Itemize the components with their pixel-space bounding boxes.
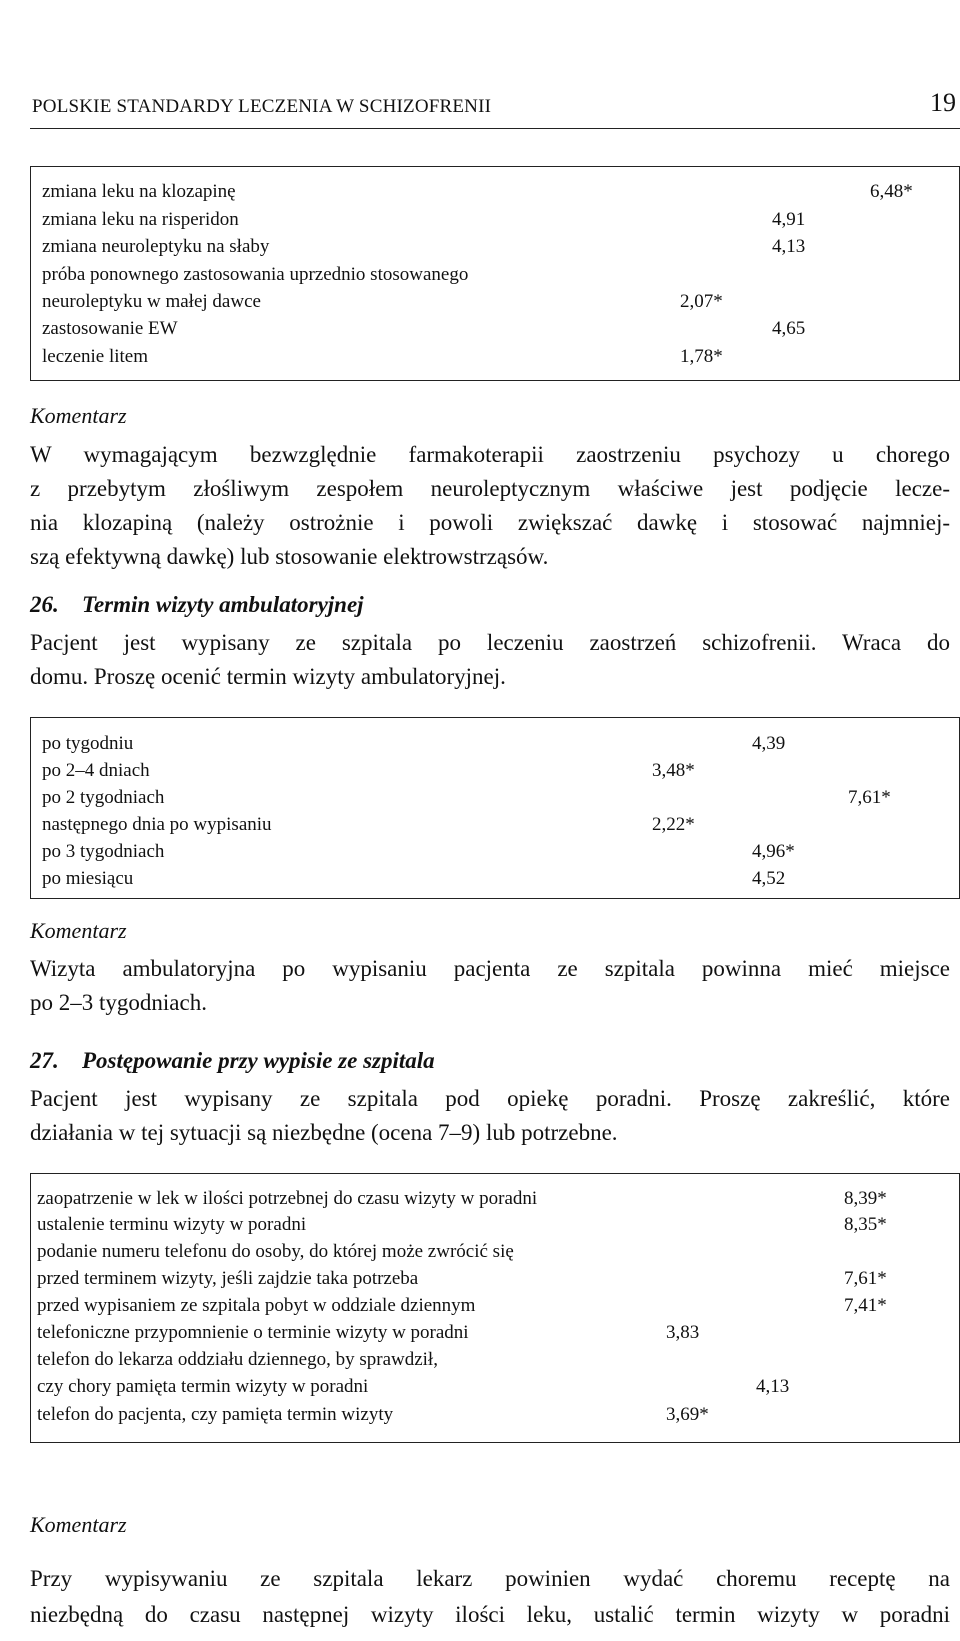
table-row-label: przed wypisaniem ze szpitala pobyt w oddziale dziennym xyxy=(37,1295,476,1316)
table-row-value: 4,91 xyxy=(772,209,806,230)
table-row-value: 4,52 xyxy=(752,868,786,889)
header-rule xyxy=(30,128,960,129)
comment-heading: Komentarz xyxy=(30,918,127,943)
comment-line: Wizyta ambulatoryjna po wypisaniu pacjenta ze szpitala powinna mieć miejsce xyxy=(30,956,950,981)
table-row-label: telefon do lekarza oddziału dziennego, by sprawdził, xyxy=(37,1349,438,1370)
table-row-label: po miesiącu xyxy=(42,868,134,889)
comment-heading: Komentarz xyxy=(30,1512,127,1537)
comment-line: z przebytym złośliwym zespołem neuroleptycznym właściwe jest podjęcie lecze- xyxy=(30,476,950,501)
section-line: domu. Proszę ocenić termin wizyty ambulatoryjnej. xyxy=(30,664,506,689)
table-row-label: ustalenie terminu wizyty w poradni xyxy=(37,1214,307,1235)
comment-line: szą efektywną dawkę) lub stosowanie elektrowstrząsów. xyxy=(30,544,549,569)
table-row-label: telefon do pacjenta, czy pamięta termin wizyty xyxy=(37,1404,394,1425)
comment-line: W wymagającym bezwzględnie farmakoterapii zaostrzeniu psychozy u chorego xyxy=(30,442,950,467)
section-number: 26. xyxy=(30,592,59,617)
table-row-value: 4,96* xyxy=(752,841,795,862)
table-row-label: zmiana leku na risperidon xyxy=(42,209,239,230)
table-row-label: po 2–4 dniach xyxy=(42,760,150,781)
table-row-value: 3,83 xyxy=(666,1322,700,1343)
table-row-value: 6,48* xyxy=(870,181,913,202)
comment-line: po 2–3 tygodniach. xyxy=(30,990,207,1015)
table-row-value: 2,22* xyxy=(652,814,695,835)
table-row-value: 7,41* xyxy=(844,1295,887,1316)
table-row-value: 2,07* xyxy=(680,291,723,312)
comment-line: Przy wypisywaniu ze szpitala lekarz powinien wydać choremu receptę na xyxy=(30,1566,950,1591)
table-row-value: 3,48* xyxy=(652,760,695,781)
table-row-label: zaopatrzenie w lek w ilości potrzebnej do czasu wizyty w poradni xyxy=(37,1188,538,1209)
table-row-value: 3,69* xyxy=(666,1404,709,1425)
table-row-label: po tygodniu xyxy=(42,733,134,754)
table-row-label: telefoniczne przypomnienie o terminie wizyty w poradni xyxy=(37,1322,469,1343)
running-header: POLSKIE STANDARDY LECZENIA W SCHIZOFRENII xyxy=(32,96,492,117)
table-row-label: neuroleptyku w małej dawce xyxy=(42,291,261,312)
table-row-label: próba ponownego zastosowania uprzednio stosowanego xyxy=(42,264,469,285)
section-line: Pacjent jest wypisany ze szpitala po leczeniu zaostrzeń schizofrenii. Wraca do xyxy=(30,630,950,655)
table-row-value: 7,61* xyxy=(848,787,891,808)
table-row-label: zastosowanie EW xyxy=(42,318,178,339)
table-row-label: podanie numeru telefonu do osoby, do której może zwrócić się xyxy=(37,1241,514,1262)
table-row-label: przed terminem wizyty, jeśli zajdzie taka potrzeba xyxy=(37,1268,419,1289)
table-row-value: 4,39 xyxy=(752,733,786,754)
table-row-label: po 2 tygodniach xyxy=(42,787,165,808)
table-row-value: 4,13 xyxy=(756,1376,790,1397)
table-row-label: po 3 tygodniach xyxy=(42,841,165,862)
section-line: działania w tej sytuacji są niezbędne (ocena 7–9) lub potrzebne. xyxy=(30,1120,618,1145)
page-number: 19 xyxy=(930,88,956,117)
table-row-label: leczenie litem xyxy=(42,346,149,367)
table-row-label: zmiana leku na klozapinę xyxy=(42,181,236,202)
table-row-value: 4,13 xyxy=(772,236,806,257)
section-title: Postępowanie przy wypisie ze szpitala xyxy=(82,1048,435,1073)
comment-line: niezbędną do czasu następnej wizyty ilości leku, ustalić termin wizyty w poradni xyxy=(30,1602,950,1627)
comment-line: nia klozapiną (należy ostrożnie i powoli zwiększać dawkę i stosować najmniej- xyxy=(30,510,950,535)
section-title: Termin wizyty ambulatoryjnej xyxy=(82,592,364,617)
table-row-label: zmiana neuroleptyku na słaby xyxy=(42,236,270,257)
table-row-value: 7,61* xyxy=(844,1268,887,1289)
comment-heading: Komentarz xyxy=(30,403,127,428)
table-row-label: czy chory pamięta termin wizyty w poradni xyxy=(37,1376,369,1397)
table-row-label: następnego dnia po wypisaniu xyxy=(42,814,272,835)
section-line: Pacjent jest wypisany ze szpitala pod opiekę poradni. Proszę zakreślić, które xyxy=(30,1086,950,1111)
table-row-value: 4,65 xyxy=(772,318,806,339)
table-row-value: 8,35* xyxy=(844,1214,887,1235)
table-row-value: 1,78* xyxy=(680,346,723,367)
section-number: 27. xyxy=(30,1048,59,1073)
table-row-value: 8,39* xyxy=(844,1188,887,1209)
table-2 xyxy=(30,717,960,899)
